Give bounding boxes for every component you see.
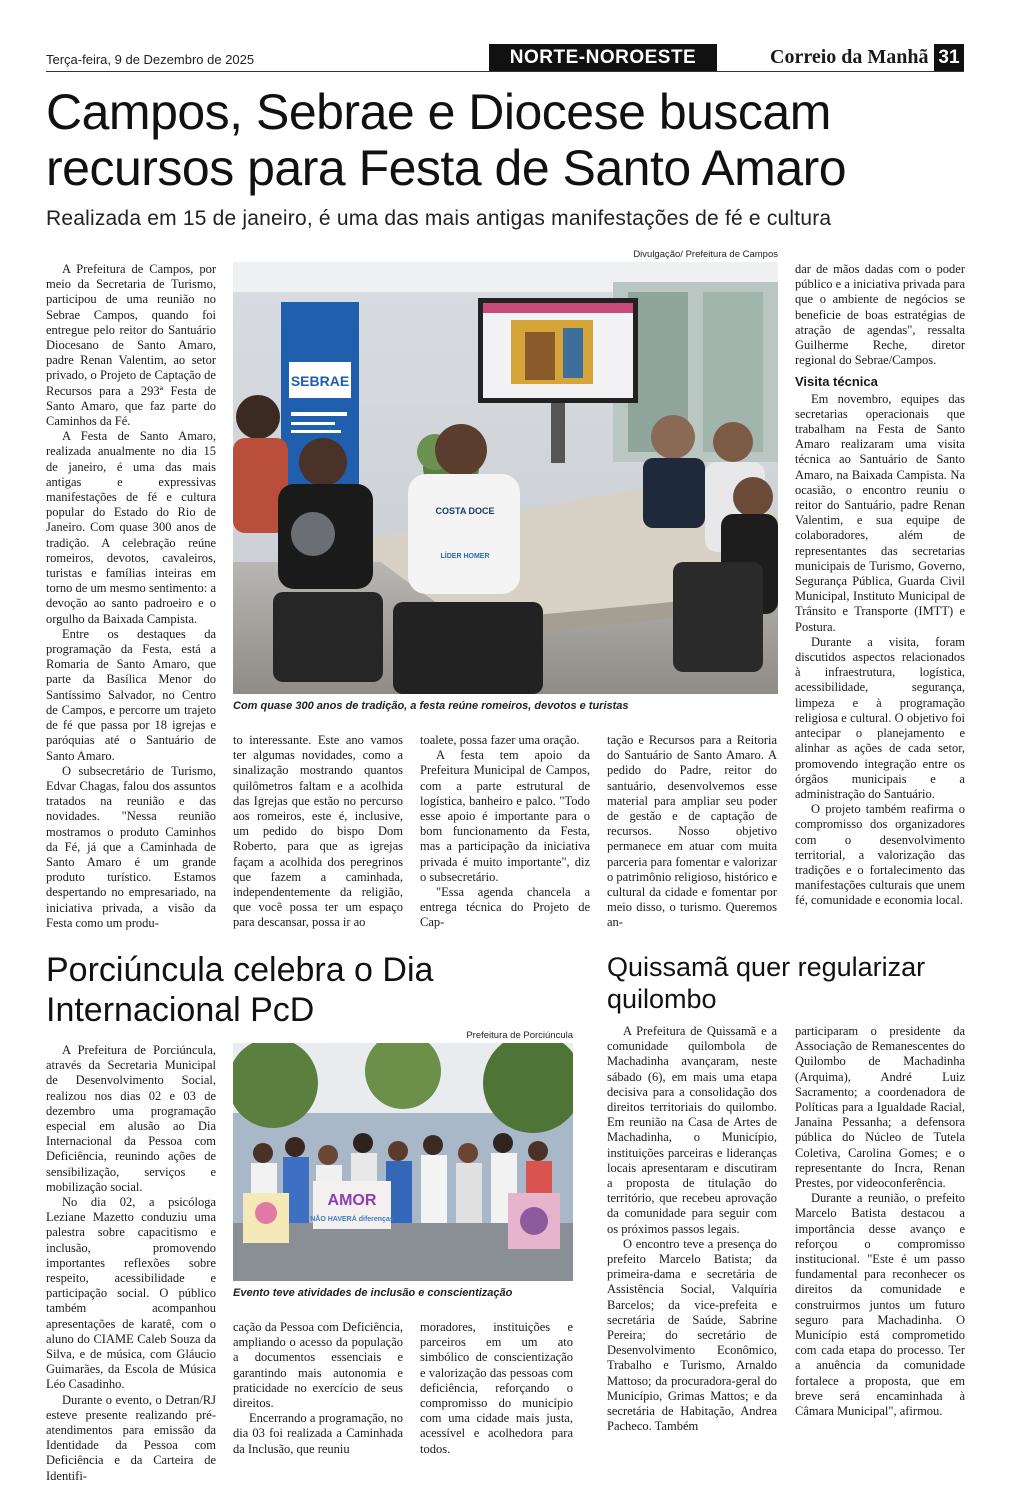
meeting-photo-illustration [233,262,778,694]
headline-main: Campos, Sebrae e Diocese buscam recursos para Festa de Santo Amaro [46,84,847,196]
paragraph: moradores, instituições e parceiros em um ato simbólico de conscientização e valorização das pessoas com deficiência, reforçando o compromisso do município com uma cidade mais justa, acessível e acolhedora para todos. [420,1320,573,1456]
article3-column-2 [795,1024,965,1419]
paragraph: to interessante. Este ano vamos ter algumas novidades, como a sinalização mostrando quantos quilômetros faltam e a acolhida das Igrejas que estão no percurso aos romeiros, este é, inclusive, um pedido do bispo Dom Roberto, para que as igrejas façam a acolhida dos peregrinos que fazem a caminhada, independentemente da religião, que você possa ter um espaço para descansar, possa ir ao [233,733,403,930]
newspaper-name: Correio da Manhã [770,46,929,68]
subheading-visita-tecnica: Visita técnica [795,374,878,390]
meeting-photo [233,262,778,694]
article1-column-2 [233,733,403,931]
paragraph: participaram o presidente da Associação de Remanescentes do Quilombo de Machadinha (Arquima), André Luiz Sacramento; a coordenadora de Políticas para a Igualdade Racial, Janaina Pessanha; a defensora pública do Núcleo de Tutela Coletiva, Carolina Gomes; e o representante do Incra, Renan Prestes, por videoconferência. [795,1024,965,1191]
paragraph: O projeto também reafirma o compromisso dos organizadores com o desenvolvimento territorial, a valorização das tradições e o fortalecimento das manifestações culturais que unem fé, comunidade e economia local. [795,802,965,908]
photo-credit: Divulgação/ Prefeitura de Campos [633,249,778,260]
inclusion-walk-photo [233,1043,573,1281]
sign-label-sub: NÃO HAVERÁ diferenças [310,1216,394,1223]
article1-column-1 [46,262,216,931]
paragraph: Durante o evento, o Detran/RJ esteve presente realizando pré-atendimentos para emissão da Identidade da Pessoa com Deficiência e da Carteira de Identifi- [46,1392,216,1483]
sign-label-amor: AMOR [327,1192,377,1209]
paragraph: A festa tem apoio da Prefeitura Municipal de Campos, com a parte estrutural de logística, banheiro e palco. "Todo esse apoio é importante para o bom funcionamento da Festa, mas a participação da iniciativa privada é muito importante", diz o subsecretário. [420,748,590,884]
page-number: 31 [934,44,964,71]
paragraph: cação da Pessoa com Deficiência, ampliando o acesso da população a documentos essenciais e garantindo mais autonomia e praticidade no exercício de seus direitos. [233,1320,403,1411]
paragraph: toalete, possa fazer uma oração. [420,733,580,747]
article3-column-1 [607,1024,777,1434]
paragraph: A Festa de Santo Amaro, realizada anualmente no dia 15 de janeiro, é uma das mais antigas e expressivas manifestações de fé e cultura popular do Estado do Rio de Janeiro. Com quase 300 anos de tradição. A celebração reúne romeiros, devotos, cavaleiros, turistas e famílias inteiras em torno de um mesmo sentimento: a devoção ao santo padroeiro e o orgulho da Baixada Campista. [46,429,216,626]
article1-column-5 [795,262,965,909]
paragraph: Durante a reunião, o prefeito Marcelo Batista destacou a importância desse avanço e reforçou o compromisso institucional. "Este é um passo fundamental para reconhecer os direitos da comunidade e construirmos juntos um futuro seguro para Machadinha. O Município está comprometido com cada etapa do processo. Ter a anuência da comunidade fortalece a proposta, que em breve será encaminhada à Câmara Municipal", afirmou. [795,1191,965,1419]
section-banner: NORTE-NOROESTE [489,44,717,71]
article2-column-3 [420,1320,573,1457]
paragraph: Durante a visita, foram discutidos aspectos relacionados à infraestrutura, logística, acessibilidade, segurança, limpeza e à programação religiosa e cultural. O objetivo foi antecipar o planejamento e alinhar as ações de cada setor, promovendo integração entre os órgãos municipais e a administração do Santuário. [795,634,965,801]
banner-label: SEBRAE [290,373,350,389]
paragraph: dar de mãos dadas com o poder público e a iniciativa privada para que o ambiente de negócios se beneficie de boas estratégias de atração de agendas", ressalta Guilherme Reche, diretor regional do Sebrae/Campos. [795,262,965,368]
paragraph: A Prefeitura de Quissamã e a comunidade quilombola de Machadinha avançaram, neste sábado (6), em mais uma etapa decisiva para a consolidação dos direitos territoriais do quilombo. Em reunião na Casa de Artes de Machadinha, o Município, instituições parceiras e lideranças locais apresentaram e discutiram a proposta de titulação do território, que recebeu aprovação da comunidade para seguir com os próximos passos legais. [607,1024,777,1236]
paragraph: Entre os destaques da programação da Festa, está a Romaria de Santo Amaro, que parte da Basílica Menor do Santíssimo Salvador, no Centro de Campos, e percorre um trajeto de fé que passa por 18 igrejas e paróquias até o Santuário de Santo Amaro. [46,626,216,763]
header-rule [46,71,964,72]
inclusion-walk-illustration [233,1043,573,1281]
paragraph: O encontro teve a presença do prefeito Marcelo Batista; da primeira-dama e secretária de Assistência Social, Valquíria Barcelos; da vice-prefeita e secretária de Saúde, Sabrine Pereira; do secretário de Desenvolvimento Econômico, Trabalho e Turismo, Arnaldo Mattoso; da procuradora-geral do Município, Grimas Mattos; e da secretária de Habitação, Andrea Pacheco. Também [607,1236,777,1434]
article1-column-3 [420,733,590,931]
edition-date: Terça-feira, 9 de Dezembro de 2025 [46,52,255,67]
photo-caption: Com quase 300 anos de tradição, a festa reúne romeiros, devotos e turistas [233,700,629,712]
headline-main-subtitle: Realizada em 15 de janeiro, é uma das mais antigas manifestações de fé e cultura [46,207,832,230]
paragraph: "Essa agenda chancela a entrega técnica do Projeto de Cap- [420,885,590,930]
shirt-label-lider-homer: LÍDER HOMER [440,553,490,560]
article2-column-1 [46,1043,216,1484]
paragraph: A Prefeitura de Porciúncula, através da Secretaria Municipal de Desenvolvimento Social, realizou nos dias 02 e 03 de dezembro uma programação especial em alusão ao Dia Internacional da Pessoa com Deficiência, reunindo ações de sensibilização, serviços e mobilização social. [46,1043,216,1194]
paragraph: O subsecretário de Turismo, Edvar Chagas, falou dos assuntos tratados na reunião e das novidades. "Nessa reunião mostramos o produto Caminhos da Fé, já que a Caminhada de Santo Amaro é um grande produto turístico. Estamos despertando no empresariado, na iniciativa privada, a visão da Festa como um produ- [46,763,216,930]
article2-column-2 [233,1320,403,1457]
headline-porciuncula: Porciúncula celebra o Dia Internacional PcD [46,951,434,1029]
shirt-label-costa-doce: COSTA DOCE [435,506,495,516]
paragraph: A Prefeitura de Campos, por meio da Secretaria de Turismo, participou de uma reunião no Sebrae Campos, quando foi entregue pelo reitor do Santuário Diocesano de Santo Amaro, padre Renan Valentim, ao setor privado, o Projeto de Captação de Recursos para a 293ª Festa de Santo Amaro, que faz parte do Caminhos da Fé. [46,262,216,429]
paragraph: Encerrando a programação, no dia 03 foi realizada a Caminhada da Inclusão, que reuniu [233,1411,403,1456]
paragraph: tação e Recursos para a Reitoria do Santuário de Santo Amaro. A pedido do Padre, reitor do santuário, desenvolvemos esse material para ampliar seu poder de gestão e de captação de recursos. Nosso objetivo permanece em atuar com muita parceria para fomentar e valorizar o patrimônio religioso, histórico e cultural da cidade e fomentar por meio disso, o turismo. Queremos an- [607,733,777,930]
headline-quissama: Quissamã quer regularizar quilombo [607,952,926,1014]
paragraph: Em novembro, equipes das secretarias operacionais que trabalham na Festa de Santo Amaro realizaram uma visita técnica ao Santuário de Santo Amaro, na Baixada Campista. Na ocasião, o encontro reuniu o reitor do Santuário, padre Renan Valentim, e sua equipe de colaboradores, além de representantes das secretarias municipais de Turismo, Governo, Segurança Pública, Guarda Civil Municipal, Instituto Municipal de Trânsito e Transporte (IMTT) e Postura. [795,391,965,634]
article1-column-4 [607,733,777,931]
paragraph: No dia 02, a psicóloga Leziane Mazetto conduziu uma palestra sobre capacitismo e inclusão, promovendo importantes reflexões sobre respeito, acessibilidade e participação social. O público também acompanhou apresentações de karatê, com o aluno do CIAME Caleb Souza da Silva, e de música, com Gláucio Guimarães, da Escola de Música Léo Casadinho. [46,1195,216,1392]
photo-credit: Prefeitura de Porciúncula [466,1030,573,1041]
photo-caption: Evento teve atividades de inclusão e conscientização [233,1287,513,1299]
